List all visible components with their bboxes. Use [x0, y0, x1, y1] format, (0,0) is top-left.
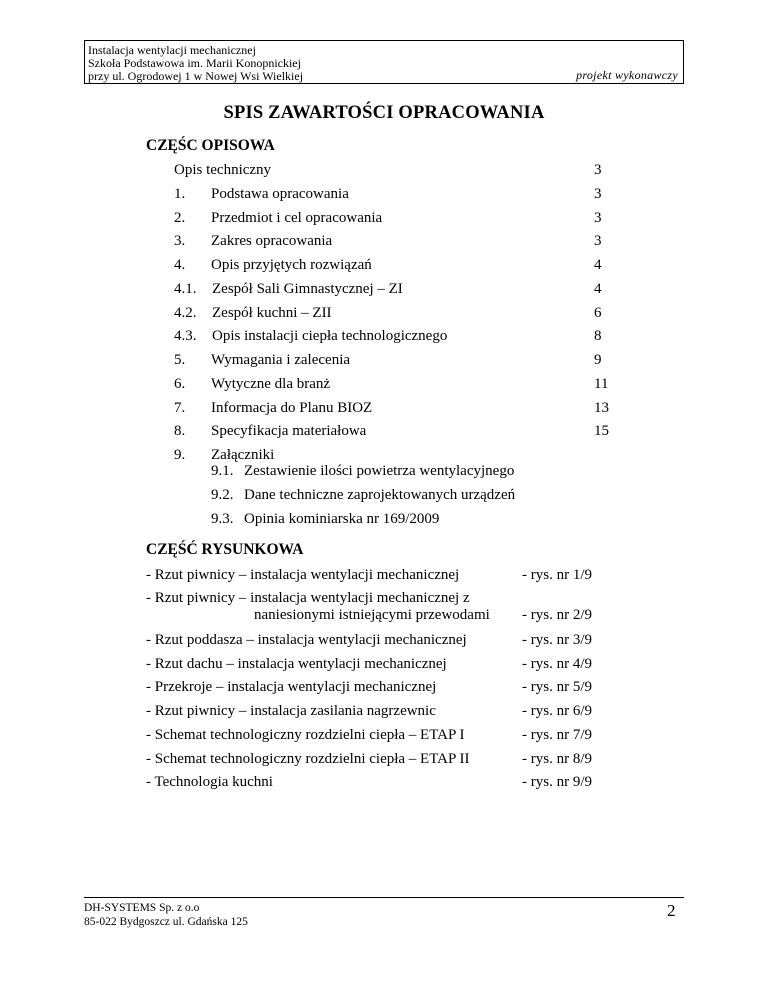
toc-sub-label: Opinia kominiarska nr 169/2009: [244, 511, 440, 527]
toc-page: 9: [594, 352, 602, 368]
toc-page: 13: [594, 400, 609, 416]
drawing-label: - Rzut poddasza – instalacja wentylacji mechanicznej: [146, 632, 467, 648]
drawing-ref: - rys. nr 6/9: [522, 703, 592, 719]
section-heading-drawings: CZĘŚĆ RYSUNKOWA: [146, 541, 304, 558]
toc-sub-label: Dane techniczne zaprojektowanych urządzeń: [244, 487, 516, 503]
toc-number: 5.: [174, 352, 186, 368]
page-number: 2: [667, 901, 676, 920]
drawing-label: - Schemat technologiczny rozdzielni ciepła – ETAP II: [146, 751, 470, 767]
toc-sub-label: Zestawienie ilości powietrza wentylacyjnego: [244, 463, 515, 479]
toc-label: Informacja do Planu BIOZ: [211, 400, 373, 416]
toc-page: 11: [594, 376, 609, 392]
drawing-label: - Technologia kuchni: [146, 774, 273, 790]
toc-label: Podstawa opracowania: [211, 186, 349, 202]
drawing-label: - Przekroje – instalacja wentylacji mechanicznej: [146, 679, 437, 695]
toc-number: 2.: [174, 210, 186, 226]
section-heading-descriptive: CZĘŚC OPISOWA: [146, 137, 275, 154]
toc-label: Przedmiot i cel opracowania: [211, 210, 383, 226]
toc-page: 3: [594, 186, 602, 202]
toc-page: 3: [594, 210, 602, 226]
drawing-ref: - rys. nr 9/9: [522, 774, 592, 790]
footer-divider: [84, 897, 684, 898]
toc-page: 15: [594, 423, 609, 439]
toc-label: Opis instalacji ciepła technologicznego: [212, 328, 448, 344]
drawing-label-cont: naniesionymi istniejącymi przewodami: [254, 607, 490, 623]
drawing-label: - Schemat technologiczny rozdzielni ciepła – ETAP I: [146, 727, 465, 743]
drawing-ref: - rys. nr 8/9: [522, 751, 592, 767]
footer-company: DH-SYSTEMS Sp. z o.o: [84, 902, 200, 914]
toc-label: Wymagania i zalecenia: [211, 352, 351, 368]
toc-page: 6: [594, 305, 602, 321]
toc-page: 4: [594, 281, 602, 297]
toc-sub-number: 9.1.: [211, 463, 234, 479]
toc-label: Załączniki: [211, 447, 275, 463]
drawing-ref: - rys. nr 1/9: [522, 567, 592, 583]
toc-number: 6.: [174, 376, 186, 392]
footer-address: 85-022 Bydgoszcz ul. Gdańska 125: [84, 916, 248, 928]
toc-label: Zespół kuchni – ZII: [212, 305, 332, 321]
toc-label: Opis techniczny: [174, 162, 272, 178]
toc-number: 4.3.: [174, 328, 197, 344]
toc-page: 8: [594, 328, 602, 344]
drawing-label: - Rzut dachu – instalacja wentylacji mechanicznej: [146, 656, 447, 672]
toc-sub-number: 9.3.: [211, 511, 234, 527]
toc-number: 9.: [174, 447, 186, 463]
header-box: [84, 40, 684, 84]
drawing-ref: - rys. nr 7/9: [522, 727, 592, 743]
toc-number: 8.: [174, 423, 186, 439]
toc-number: 4.: [174, 257, 186, 273]
header-project-type: projekt wykonawczy: [576, 68, 678, 82]
toc-number: 4.1.: [174, 281, 197, 297]
toc-page: 4: [594, 257, 602, 273]
drawing-ref: - rys. nr 4/9: [522, 656, 592, 672]
toc-label: Zespół Sali Gimnastycznej – ZI: [212, 281, 403, 297]
drawing-label: - Rzut piwnicy – instalacja wentylacji mechanicznej: [146, 567, 460, 583]
drawing-label: - Rzut piwnicy – instalacja zasilania nagrzewnic: [146, 703, 436, 719]
header-line-3: przy ul. Ogrodowej 1 w Nowej Wsi Wielkiej: [88, 69, 304, 83]
toc-page: 3: [594, 233, 602, 249]
page-title: SPIS ZAWARTOŚCI OPRACOWANIA: [223, 103, 545, 123]
toc-number: 4.2.: [174, 305, 197, 321]
toc-number: 7.: [174, 400, 186, 416]
toc-number: 3.: [174, 233, 186, 249]
toc-number: 1.: [174, 186, 186, 202]
toc-label: Wytyczne dla branż: [211, 376, 331, 392]
header-line-1: Instalacja wentylacji mechanicznej: [88, 43, 256, 57]
drawing-label: - Rzut piwnicy – instalacja wentylacji mechanicznej z: [146, 590, 470, 606]
toc-page: 3: [594, 162, 602, 178]
toc-sub-number: 9.2.: [211, 487, 234, 503]
header-line-2: Szkoła Podstawowa im. Marii Konopnickiej: [88, 56, 301, 70]
toc-label: Zakres opracowania: [211, 233, 333, 249]
drawing-ref: - rys. nr 3/9: [522, 632, 592, 648]
drawing-ref: - rys. nr 2/9: [522, 607, 592, 623]
toc-label: Opis przyjętych rozwiązań: [211, 257, 372, 273]
drawing-ref: - rys. nr 5/9: [522, 679, 592, 695]
toc-label: Specyfikacja materiałowa: [211, 423, 367, 439]
